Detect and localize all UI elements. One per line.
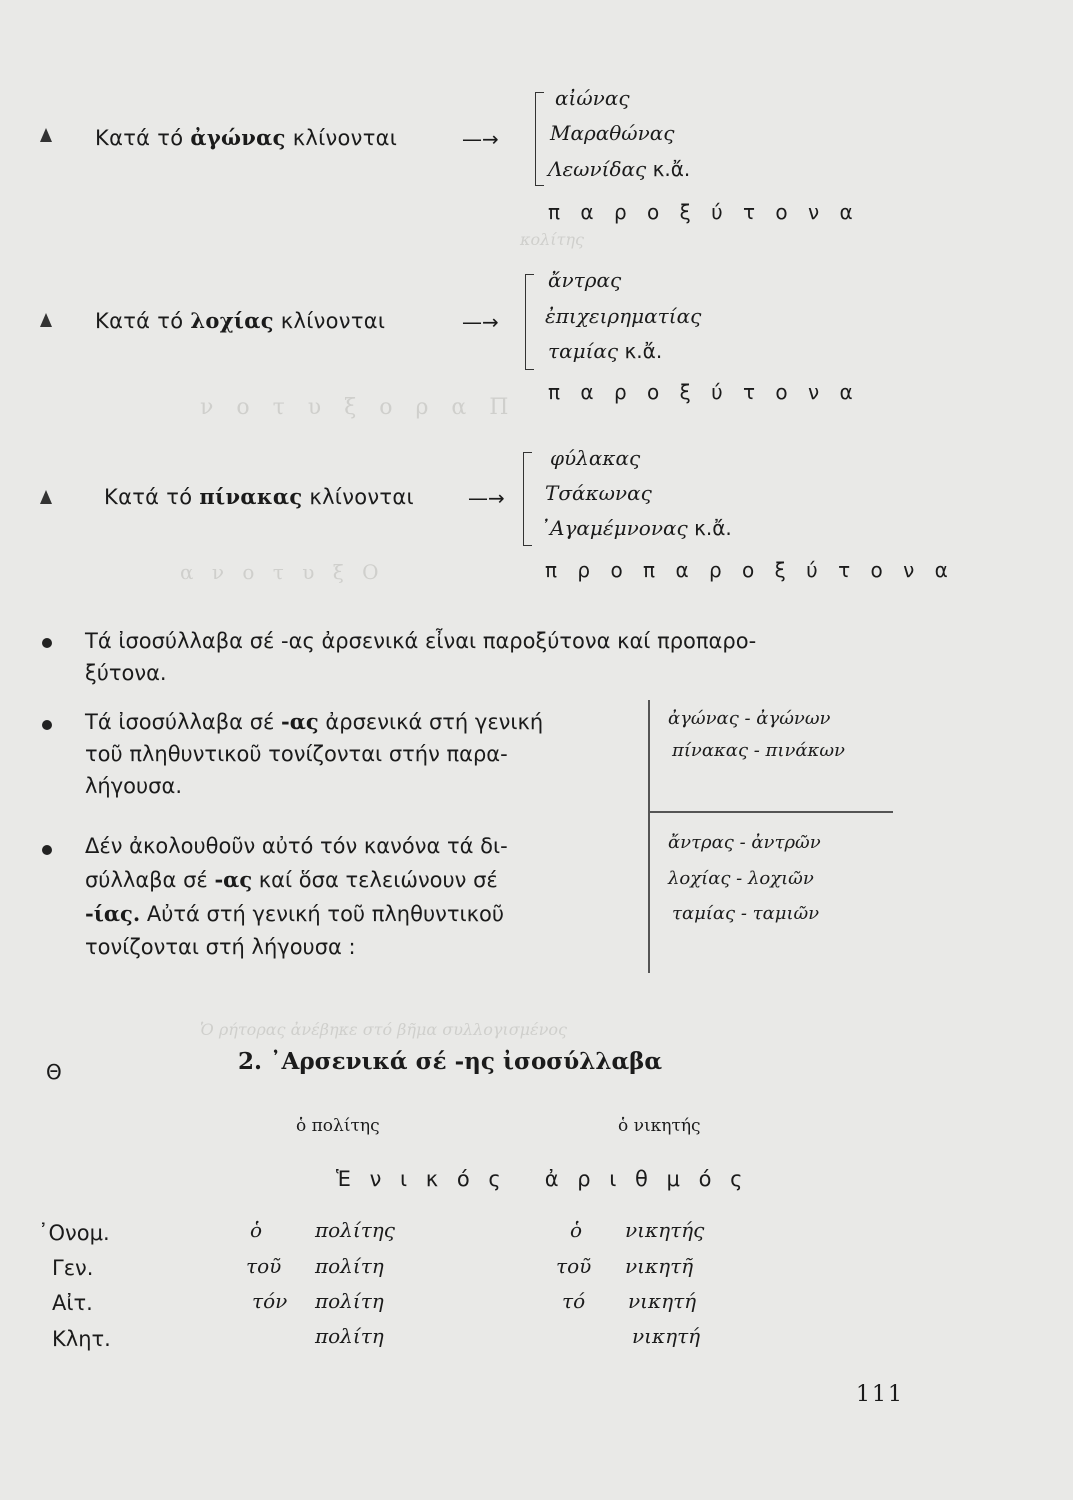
triangle-bullet-icon [40,490,52,504]
noun-form: πολίτη [315,1254,384,1278]
accent-type-label: π ρ ο π α ρ ο ξ ύ τ ο ν α [545,558,955,582]
example-word: ᾿Αγαμέμνονας κ.ἄ. [540,516,732,540]
bracket [535,92,544,186]
triangle-bullet-icon [40,313,52,327]
case-label: Κλητ. [52,1327,111,1351]
arrow-icon: —→ [462,310,499,334]
example-word: ταμίας κ.ἄ. [548,339,663,363]
article: τοῦ [556,1254,592,1278]
article: ὁ [570,1218,583,1242]
noun-form: νικητής [625,1218,705,1242]
noun-form: πολίτης [315,1218,395,1242]
noun-form: νικητῆ [625,1254,694,1278]
bullet-icon [42,845,52,855]
case-label: Γεν. [52,1256,94,1280]
page-number: 111 [856,1382,904,1407]
noun-form: νικητή [632,1324,701,1348]
example-word: Τσάκωνας [545,481,652,505]
number-label: Ἑ ν ι κ ό ς ἀ ρ ι θ μ ό ς [336,1167,749,1191]
example-word: Μαραθώνας [550,121,675,145]
bullet-icon [42,720,52,730]
accent-type-label: π α ρ ο ξ ύ τ ο ν α [548,200,860,224]
bleed-through-decoration: κολίτης [520,230,584,249]
article: ὁ [250,1218,263,1242]
noun-form: νικητή [628,1289,697,1313]
example-word: ἄντρας [548,268,622,292]
accent-type-label: π α ρ ο ξ ύ τ ο ν α [548,380,860,404]
bleed-through-decoration: α ν ο τ υ ξ Ο [180,560,385,584]
note-3: Δέν ἀκολουθοῦν αὐτό τόν κανόνα τά δι- σύλλαβα σέ -ας καί ὅσα τελειώνουν σέ -ίας. Αὐτά στή γενική τοῦ πληθυντικοῦ τονίζονται στή λήγουσα : [85,834,508,959]
note-1: Τά ἰσοσύλλαβα σέ -ας ἀρσενικά εἶναι παροξύτονα καί προπαρο- ξύτονα. [85,629,757,685]
case-label: ᾿Ονομ. [38,1221,110,1245]
row-divider [648,811,893,813]
example-word: φύλακας [550,446,641,470]
article: τοῦ [246,1254,282,1278]
bullet-icon [42,638,52,648]
column-divider [648,700,650,973]
section-title: 2. ᾿Αρσενικά σέ -ης ἰσοσύλλαβα [238,1048,663,1075]
example-word: Λεωνίδας κ.ἄ. [548,157,691,181]
bleed-through-decoration: Ὁ ρήτορας ἀνέβηκε στό βῆμα συλλογισμένος [200,1020,567,1039]
rule-3-label: Κατά τό πίνακας κλίνονται [104,484,414,509]
article: τό [562,1289,586,1313]
example-word: ἐπιχειρηματίας [545,304,702,328]
note-3-example: λοχίας - λοχιῶν [668,868,814,889]
bracket [525,274,534,370]
column-header: ὁ πολίτης [296,1116,380,1136]
noun-form: πολίτη [315,1324,384,1348]
rule-1-label: Κατά τό ἀγώνας κλίνονται [95,125,398,150]
case-label: Αἰτ. [52,1291,93,1315]
arrow-icon: —→ [462,127,499,151]
arrow-icon: —→ [468,486,505,510]
article: τόν [252,1289,288,1313]
example-word: αἰώνας [555,86,630,110]
note-3-example: ἄντρας - ἀντρῶν [668,832,821,853]
note-2-example: ἀγώνας - ἀγώνων [668,708,831,729]
column-header: ὁ νικητής [618,1116,701,1136]
rule-2-label: Κατά τό λοχίας κλίνονται [95,308,386,333]
note-2: Τά ἰσοσύλλαβα σέ -ας ἀρσενικά στή γενική τοῦ πληθυντικοῦ τονίζονται στήν παρα- λήγουσα. [85,709,544,798]
note-2-example: πίνακας - πινάκων [672,740,845,761]
theta-icon: Θ [46,1060,62,1084]
triangle-bullet-icon [40,128,52,142]
bleed-through-decoration: ν ο τ υ ξ ο ρ α Π [200,395,517,420]
note-3-example: ταμίας - ταμιῶν [672,903,820,924]
noun-form: πολίτη [315,1289,384,1313]
bracket [523,452,532,546]
